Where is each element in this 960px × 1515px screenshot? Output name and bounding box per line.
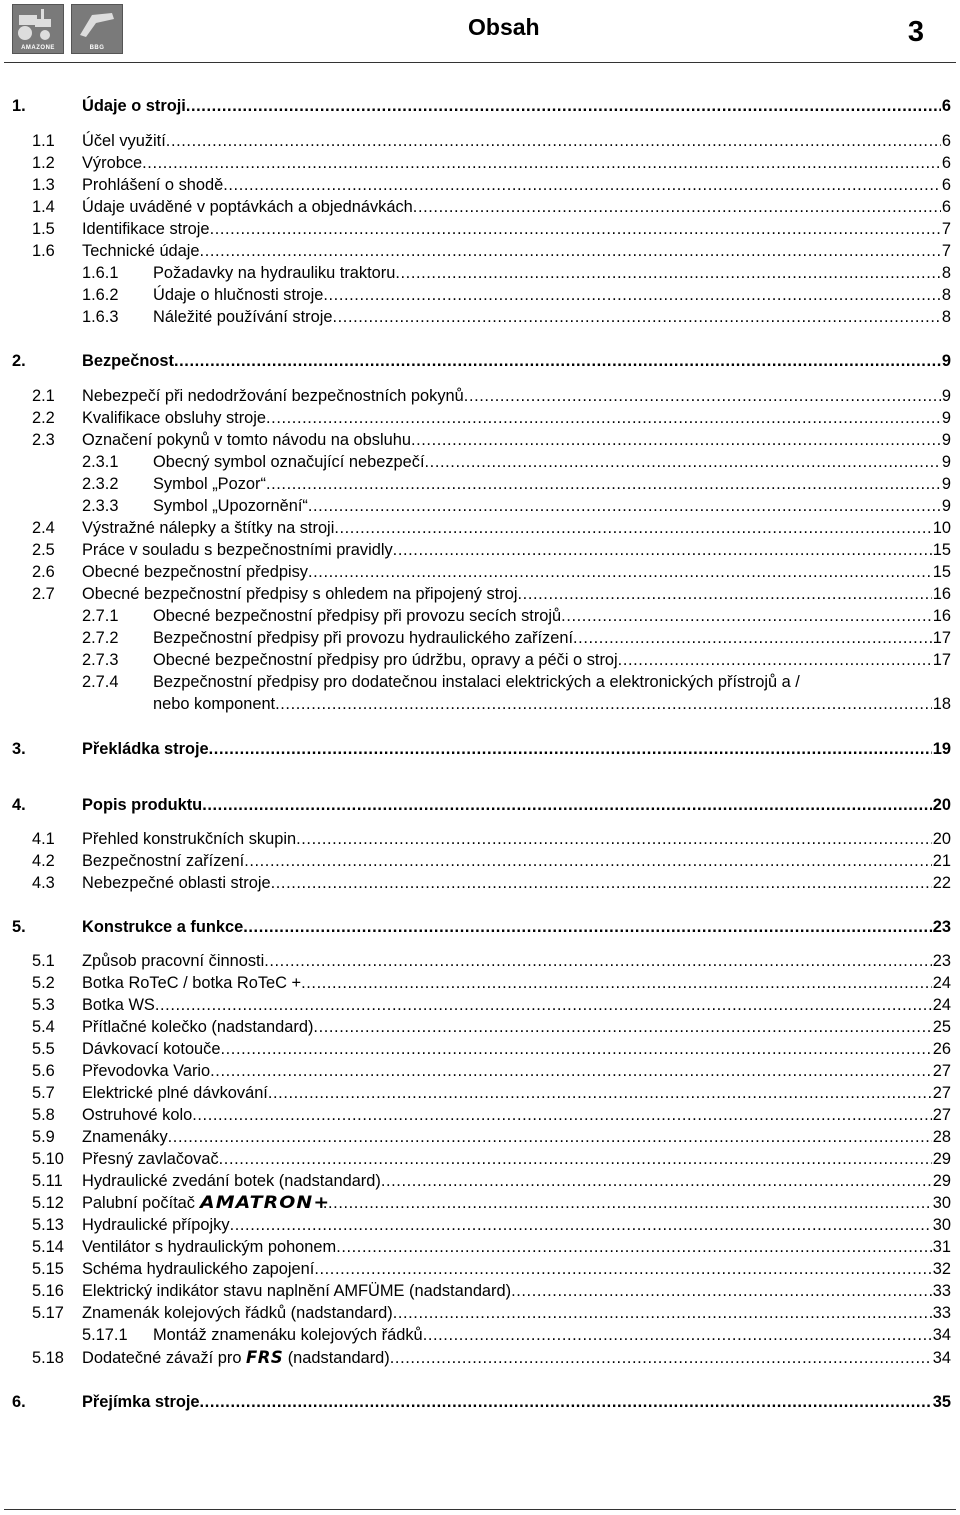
toc-number: 4.2 (32, 852, 55, 870)
logo-text: AMAZONE (21, 45, 55, 51)
toc-entry[interactable] (0, 451, 960, 473)
toc-title: Ventilátor s hydraulickým pohonem (82, 1238, 337, 1256)
toc-number: 5.16 (32, 1282, 64, 1300)
toc-number: 1.3 (32, 176, 55, 194)
toc-title: Přehled konstrukčních skupin (82, 830, 297, 848)
toc-number: 1.6.2 (82, 286, 119, 304)
toc-number: 5.18 (32, 1349, 64, 1367)
toc-number: 5.1 (32, 952, 55, 970)
toc-title: Nebezpečí při nedodržování bezpečnostních pokynů (82, 387, 464, 405)
toc-number: 2.7.1 (82, 607, 119, 625)
header-divider (4, 62, 956, 63)
toc-page: 32 (932, 1260, 951, 1278)
toc-title: Obecné bezpečnostní předpisy pro údržbu, opravy a péči o stroj (153, 651, 618, 669)
page-header (0, 0, 960, 64)
toc-number: 5.17 (32, 1304, 64, 1322)
toc-page: 9 (941, 453, 951, 471)
toc-entry[interactable] (0, 828, 960, 850)
toc-page: 25 (932, 1018, 951, 1036)
toc-title: Botka WS (82, 996, 155, 1014)
toc-entry[interactable] (0, 152, 960, 174)
toc-number: 5.6 (32, 1062, 55, 1080)
bbg-logo (71, 4, 123, 54)
toc-number: 1.4 (32, 198, 55, 216)
toc-page: 10 (932, 519, 951, 537)
toc-page: 21 (932, 852, 951, 870)
toc-entry[interactable] (0, 218, 960, 240)
toc-entry[interactable] (0, 407, 960, 429)
toc-title: Dávkovací kotouče (82, 1040, 221, 1058)
toc-page: 31 (932, 1238, 951, 1256)
toc-number: 4.1 (32, 830, 55, 848)
toc-page: 29 (932, 1150, 951, 1168)
toc-entry[interactable] (0, 916, 960, 938)
toc-title: Hydraulické přípojky (82, 1216, 230, 1234)
toc-page: 9 (941, 431, 951, 449)
toc-entry[interactable] (0, 1038, 960, 1060)
toc-number: 2. (12, 352, 26, 370)
toc-page: 28 (932, 1128, 951, 1146)
toc-entry[interactable] (0, 671, 960, 715)
toc-entry[interactable] (0, 649, 960, 671)
toc-page: 23 (932, 918, 951, 936)
toc-number: 2.3.3 (82, 497, 119, 515)
toc-page: 16 (932, 607, 951, 625)
toc-page: 9 (941, 387, 951, 405)
toc-page: 9 (941, 475, 951, 493)
toc-page: 22 (932, 874, 951, 892)
toc-page: 30 (932, 1194, 951, 1212)
toc-page: 6 (941, 198, 951, 216)
toc-title: Obecné bezpečnostní předpisy při provozu secích strojů (153, 607, 562, 625)
toc-page: 27 (932, 1084, 951, 1102)
toc-entry[interactable] (0, 1192, 960, 1214)
toc-entry[interactable] (0, 385, 960, 407)
toc-title: Přesný zavlačovač (82, 1150, 219, 1168)
toc-page: 24 (932, 996, 951, 1014)
toc-title: Požadavky na hydrauliku traktoru (153, 264, 396, 282)
toc-title: Schéma hydraulického zapojení (82, 1260, 315, 1278)
toc-page: 17 (932, 629, 951, 647)
toc-number: 2.7.4 (82, 673, 119, 691)
toc-number: 2.2 (32, 409, 55, 427)
toc-title: Práce v souladu s bezpečnostními pravidly (82, 541, 393, 559)
toc-entry[interactable] (0, 1391, 960, 1413)
toc-number: 1.6.1 (82, 264, 119, 282)
toc-entry[interactable] (0, 994, 960, 1016)
toc-title: Bezpečnost (82, 352, 174, 370)
toc-number: 1. (12, 97, 26, 115)
toc-entry[interactable] (0, 495, 960, 517)
toc-number: 2.3 (32, 431, 55, 449)
toc-number: 2.7.3 (82, 651, 119, 669)
toc-page: 19 (932, 740, 951, 758)
toc-number: 6. (12, 1393, 26, 1411)
toc-entry[interactable] (0, 306, 960, 328)
toc-page: 16 (932, 585, 951, 603)
toc-number: 5. (12, 918, 26, 936)
toc-entry[interactable] (0, 950, 960, 972)
toc-number: 5.7 (32, 1084, 55, 1102)
toc-title: Označení pokynů v tomto návodu na obsluhu (82, 431, 411, 449)
toc-title: Údaje o stroji (82, 97, 186, 115)
toc-entry[interactable] (0, 872, 960, 894)
toc-entry[interactable] (0, 517, 960, 539)
toc-page: 8 (941, 286, 951, 304)
toc-number: 2.6 (32, 563, 55, 581)
toc-page: 6 (941, 154, 951, 172)
toc-entry[interactable] (0, 174, 960, 196)
toc-entry[interactable] (0, 561, 960, 583)
toc-title: Ostruhové kolo (82, 1106, 193, 1124)
toc-title: Symbol „Pozor“ (153, 475, 266, 493)
toc-number: 5.8 (32, 1106, 55, 1124)
toc-number: 5.12 (32, 1194, 64, 1212)
toc-page: 7 (941, 220, 951, 238)
toc-number: 5.4 (32, 1018, 55, 1036)
toc-page: 33 (932, 1304, 951, 1322)
toc-number: 2.7.2 (82, 629, 119, 647)
toc-title: Znamenák kolejových řádků (nadstandard) (82, 1304, 393, 1322)
toc-title: Nebezpečné oblasti stroje (82, 874, 271, 892)
toc-page: 30 (932, 1216, 951, 1234)
toc-number: 5.14 (32, 1238, 64, 1256)
toc-entry[interactable] (0, 1082, 960, 1104)
toc-entry[interactable] (0, 794, 960, 816)
toc-title: Přítlačné kolečko (nadstandard) (82, 1018, 314, 1036)
toc-entry[interactable] (0, 284, 960, 306)
toc-page: 35 (932, 1393, 951, 1411)
toc-title: Kvalifikace obsluhy stroje (82, 409, 267, 427)
toc-page: 26 (932, 1040, 951, 1058)
toc-page: 9 (941, 497, 951, 515)
toc-title: Výrobce (82, 154, 143, 172)
toc-page: 6 (941, 97, 951, 115)
toc-page: 34 (932, 1349, 951, 1367)
toc-entry[interactable] (0, 738, 960, 760)
toc-entry[interactable] (0, 95, 960, 117)
toc-number: 5.3 (32, 996, 55, 1014)
page-number: 3 (907, 16, 924, 48)
toc-title: Obecné bezpečnostní předpisy (82, 563, 308, 581)
toc-page: 17 (932, 651, 951, 669)
toc-entry[interactable] (0, 1302, 960, 1324)
toc-entry[interactable] (0, 627, 960, 649)
toc-page: 18 (932, 695, 951, 713)
toc-page: 23 (932, 952, 951, 970)
toc-entry[interactable] (0, 1258, 960, 1280)
toc-page: 33 (932, 1282, 951, 1300)
toc-page: 20 (932, 830, 951, 848)
toc-title: Způsob pracovní činnosti (82, 952, 265, 970)
footer-divider (4, 1509, 956, 1510)
toc-title: Prohlášení o shodě (82, 176, 224, 194)
toc-title: Palubní počítač AMATRON+ (82, 1193, 330, 1212)
toc-title: Elektrický indikátor stavu naplnění AMFÜME (nadstandard) (82, 1282, 512, 1300)
toc-title: Znamenáky (82, 1128, 168, 1146)
toc-number: 3. (12, 740, 26, 758)
toc-entry[interactable] (0, 539, 960, 561)
toc-title: Symbol „Upozornění“ (153, 497, 308, 515)
toc-entry[interactable] (0, 583, 960, 605)
toc-title: Konstrukce a funkce (82, 918, 244, 936)
toc-entry[interactable] (0, 1104, 960, 1126)
toc-entry[interactable] (0, 1148, 960, 1170)
toc-title: Bezpečnostní zařízení (82, 852, 245, 870)
toc-title: Identifikace stroje (82, 220, 210, 238)
toc-entry[interactable] (0, 196, 960, 218)
toc-title-continued: nebo komponent (153, 695, 276, 713)
toc-entry[interactable] (0, 1060, 960, 1082)
logo-text: BBG (89, 45, 105, 51)
toc-number: 5.10 (32, 1150, 64, 1168)
toc-page: 7 (941, 242, 951, 260)
toc-title: Bezpečnostní předpisy při provozu hydraulického zařízení (153, 629, 574, 647)
toc-number: 5.2 (32, 974, 55, 992)
toc-page: 6 (941, 176, 951, 194)
toc-title: Obecný symbol označující nebezpečí (153, 453, 425, 471)
toc-number: 4. (12, 796, 26, 814)
toc-title: Účel využití (82, 132, 166, 150)
toc-title: Botka RoTeC / botka RoTeC + (82, 974, 302, 992)
toc-page: 20 (932, 796, 951, 814)
toc-page: 24 (932, 974, 951, 992)
toc-entry[interactable] (0, 429, 960, 451)
toc-title: Bezpečnostní předpisy pro dodatečnou instalaci elektrických a elektronických přístrojů a / (153, 673, 800, 691)
toc-title: Přejímka stroje (82, 1393, 200, 1411)
toc-title: Technické údaje (82, 242, 200, 260)
toc-page: 15 (932, 563, 951, 581)
toc-number: 5.11 (32, 1172, 63, 1190)
toc-title: Překládka stroje (82, 740, 209, 758)
toc-entry[interactable] (0, 1236, 960, 1258)
toc-entry[interactable] (0, 1016, 960, 1038)
toc-page: 6 (941, 132, 951, 150)
toc-number: 1.6 (32, 242, 55, 260)
toc-entry[interactable] (0, 130, 960, 152)
amatron-logo: AMATRON+ (199, 1193, 330, 1212)
toc-entry[interactable] (0, 1214, 960, 1236)
toc-number: 1.5 (32, 220, 55, 238)
toc-title: Hydraulické zvedání botek (nadstandard) (82, 1172, 381, 1190)
toc-page: 15 (932, 541, 951, 559)
toc-number: 2.3.1 (82, 453, 119, 471)
toc-entry[interactable] (0, 1324, 960, 1346)
toc-entry[interactable] (0, 605, 960, 627)
toc-page: 9 (941, 409, 951, 427)
toc-number: 2.1 (32, 387, 55, 405)
toc-number: 2.3.2 (82, 475, 119, 493)
toc-title: Popis produktu (82, 796, 203, 814)
toc-title: Výstražné nálepky a štítky na stroji (82, 519, 335, 537)
toc-title: Elektrické plné dávkování (82, 1084, 268, 1102)
toc-entry[interactable] (0, 972, 960, 994)
toc-title: Náležité používání stroje (153, 308, 333, 326)
toc-page: 8 (941, 264, 951, 282)
toc-entry[interactable] (0, 1347, 960, 1369)
toc-number: 5.5 (32, 1040, 55, 1058)
frs-logo: FRS (246, 1348, 284, 1367)
toc-page: 34 (932, 1326, 951, 1344)
toc-number: 2.5 (32, 541, 55, 559)
toc-title: Obecné bezpečnostní předpisy s ohledem na připojený stroj (82, 585, 518, 603)
toc-entry[interactable] (0, 240, 960, 262)
toc-page: 27 (932, 1062, 951, 1080)
toc-entry[interactable] (0, 350, 960, 372)
toc-page: 27 (932, 1106, 951, 1124)
toc-title: Dodatečné závaží pro FRS (nadstandard) (82, 1348, 390, 1367)
toc-title: Montáž znamenáku kolejových řádků (153, 1326, 423, 1344)
toc-page: 9 (941, 352, 951, 370)
toc-number: 2.7 (32, 585, 55, 603)
toc-number: 1.6.3 (82, 308, 119, 326)
toc-number: 5.13 (32, 1216, 64, 1234)
toc-entry[interactable] (0, 1126, 960, 1148)
toc-number: 5.15 (32, 1260, 64, 1278)
toc-entry[interactable] (0, 1280, 960, 1302)
amazone-logo (12, 4, 64, 54)
toc-entry[interactable] (0, 473, 960, 495)
toc-number: 2.4 (32, 519, 55, 537)
toc-entry[interactable] (0, 1170, 960, 1192)
toc-entry[interactable] (0, 850, 960, 872)
toc-title: Údaje uváděné v poptávkách a objednávkách (82, 198, 413, 216)
toc-number: 1.1 (32, 132, 55, 150)
toc-number: 1.2 (32, 154, 55, 172)
toc-entry[interactable] (0, 262, 960, 284)
toc-number: 4.3 (32, 874, 55, 892)
toc-title: Údaje o hlučnosti stroje (153, 286, 324, 304)
toc-title: Převodovka Vario (82, 1062, 211, 1080)
toc-number: 5.9 (32, 1128, 55, 1146)
toc-page: 29 (932, 1172, 951, 1190)
toc-number: 5.17.1 (82, 1326, 128, 1344)
toc-page: 8 (941, 308, 951, 326)
page-title: Obsah (468, 14, 540, 40)
